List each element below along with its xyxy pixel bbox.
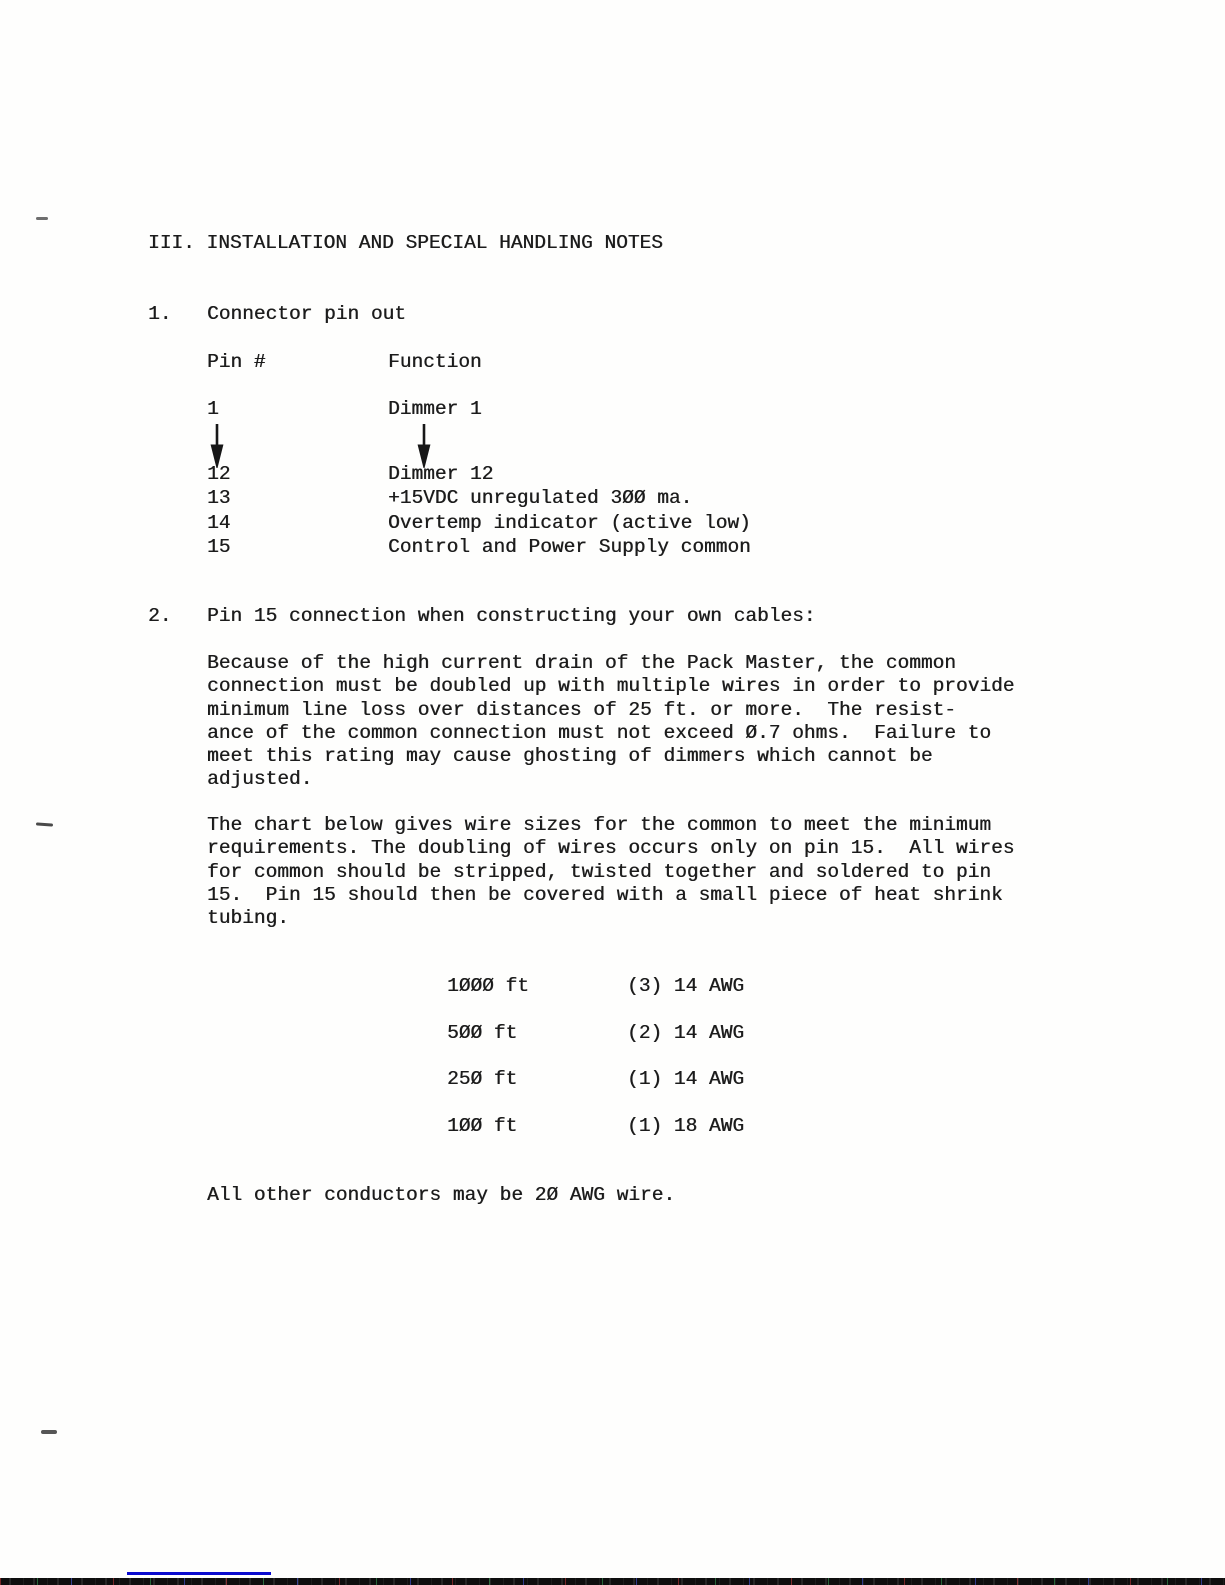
text-line: adjusted. [207,768,313,791]
margin-mark [36,822,53,826]
text-line: meet this rating may cause ghosting of dimmers which cannot be [207,745,933,768]
pin-table [0,463,1225,560]
pin-table-row [0,512,1225,536]
pin-function: Dimmer 1 [388,398,482,420]
pin-table-row [0,487,1225,511]
margin-mark [36,217,48,220]
pin-column-header: Pin # [207,351,266,373]
pin-number: 12 [207,463,231,485]
scan-edge-band [0,1578,1225,1585]
wire-gauge: (1) 18 AWG [627,1115,745,1138]
text-line: for common should be stripped, twisted together and soldered to pin [207,860,992,883]
text-line: requirements. The doubling of wires occurs only on pin 15. All wires [207,837,1015,860]
pin-table-row [0,536,1225,560]
wire-distance: 1ØØØ ft [447,975,529,997]
wire-chart-row [0,1115,1225,1162]
text-line: Because of the high current drain of the Pack Master, the common [207,652,956,674]
item2-title: Pin 15 connection when constructing your own cables: [207,605,816,627]
wire-gauge: (3) 14 AWG [627,975,745,997]
pin-table-row [0,463,1225,487]
text-line: The chart below gives wire sizes for the common to meet the minimum [207,814,992,836]
paragraph [207,814,1014,930]
item1-title: Connector pin out [207,303,406,325]
wire-gauge: (1) 14 AWG [627,1068,745,1091]
text-line: ance of the common connection must not exceed Ø.7 ohms. Failure to [207,721,992,744]
pin-function: Dimmer 12 [388,463,494,485]
text-line: 15. Pin 15 should then be covered with a small piece of heat shrink [207,883,1003,906]
pin-function: +15VDC unregulated 3ØØ ma. [388,487,693,510]
pin-number: 13 [207,487,231,510]
pin-function: Control and Power Supply common [388,535,751,558]
pin-number: 1 [207,398,219,420]
wire-distance: 5ØØ ft [447,1021,518,1044]
pin-function: Overtemp indicator (active low) [388,511,751,534]
text-line: connection must be doubled up with multiple wires in order to provide [207,675,1015,698]
margin-mark [41,1430,57,1434]
item1-number: 1. [148,303,172,325]
down-arrow-icon [209,424,225,468]
wire-chart-row [0,975,1225,1022]
text-line: tubing. [207,907,289,930]
text-line: minimum line loss over distances of 25 ft. or more. The resist- [207,698,956,721]
item2-number: 2. [148,605,172,627]
pin-number: 15 [207,535,231,558]
wire-chart-row [0,1022,1225,1069]
underline-mark [127,1572,271,1575]
wire-distance: 1ØØ ft [447,1115,518,1138]
paragraph [207,652,1014,792]
wire-distance: 25Ø ft [447,1068,518,1091]
wire-chart-row [0,1068,1225,1115]
pin-number: 14 [207,511,231,534]
wire-size-chart [0,975,1225,1162]
wire-gauge: (2) 14 AWG [627,1021,745,1044]
down-arrow-icon [416,424,432,468]
section-heading: III. INSTALLATION AND SPECIAL HANDLING NOTES [148,232,663,254]
closing-note: All other conductors may be 2Ø AWG wire. [207,1184,676,1206]
function-column-header: Function [388,351,482,373]
